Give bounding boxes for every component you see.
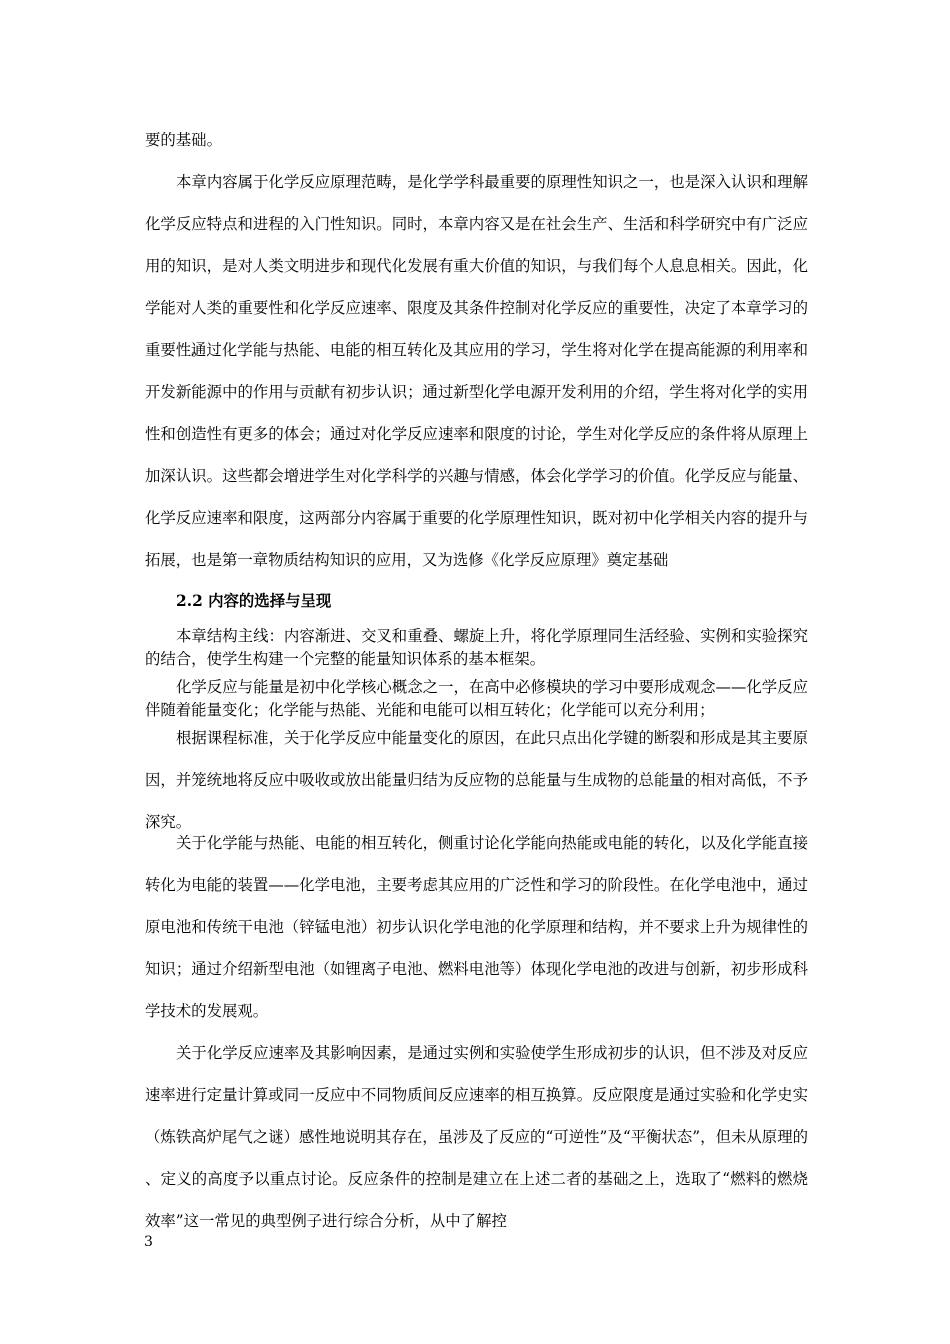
paragraph-continuation: 要的基础。 bbox=[145, 131, 222, 149]
paragraph-learning-outcomes: 通过化学能与热能、电能的相互转化及其应用的学习，学生将对化学在提高能源的利用率和开发新能源中的作用与贡献有初步认识；通过新型化学电源开发利用的介绍，学生将对化学的实用性和创造性有更多的体会；通过对化学反应速率和限度的讨论，学生对化学反应的条件将从原理上加深认识。这些都会增进学生对化学科学的兴趣与情感，体会化学学习的价值。化学反应与能量、化学反应速率和限度，这两部分内容属于重要的化学原理性知识，既对初中化学相关内容的提升与拓展，也是第一章物质结构知识的应用，又为选修《化学反应原理》奠定基础 bbox=[145, 341, 808, 569]
paragraph-chapter-importance: 本章内容属于化学反应原理范畴，是化学学科最重要的原理性知识之一，也是深入认识和理解化学反应特点和进程的入门性知识。同时，本章内容又是在社会生产、生活和科学研究中有广泛应用的知识，是对人类文明进步和现代化发展有重大价值的知识，与我们每个人息息相关。因此，化学能对人类的重要性和化学反应速率、限度及其条件控制对化学反应的重要性，决定了本章学习的重要性。 bbox=[145, 173, 808, 359]
section-heading: 2.2 内容的选择与呈现 bbox=[176, 592, 332, 610]
paragraph-curriculum-standard: 根据课程标准，关于化学反应中能量变化的原因，在此只点出化学键的断裂和形成是其主要原因，并笼统地将反应中吸收或放出能量归结为反应物的总能量与生成物的总能量的相对高低，不予深究。 bbox=[145, 729, 808, 831]
paragraph-energy-conversion: 关于化学能与热能、电能的相互转化，侧重讨论化学能向热能或电能的转化，以及化学能直接转化为电能的装置——化学电池，主要考虑其应用的广泛性和学习的阶段性。在化学电池中，通过原电池和传统干电池（锌锰电池）初步认识化学电池的化学原理和结构，并不要求上升为规律性的知识；通过介绍新型电池（如锂离子电池、燃料电池等）体现化学电池的改进与创新，初步形成科学技术的发展观。 bbox=[145, 834, 808, 1020]
page-number: 3 bbox=[144, 1234, 153, 1250]
paragraph-structure-mainline: 本章结构主线：内容渐进、交叉和重叠、螺旋上升，将化学原理同生活经验、实例和实验探究的结合，使学生构建一个完整的能量知识体系的基本框架。 bbox=[145, 627, 808, 668]
paragraph-reaction-energy: 化学反应与能量是初中化学核心概念之一，在高中必修模块的学习中要形成观念——化学反应伴随着能量变化；化学能与热能、光能和电能可以相互转化；化学能可以充分利用； bbox=[145, 678, 808, 719]
paragraph-reaction-rate: 关于化学反应速率及其影响因素，是通过实例和实验使学生形成初步的认识，但不涉及对反应速率进行定量计算或同一反应中不同物质间反应速率的相互换算。反应限度是通过实验和化学史实（炼铁高炉尾气之谜）感性地说明其存在，虽涉及了反应的“可逆性”及“平衡状态”，但未从原理的、定义的高度予以重点讨论。反应条件的控制是建立在上述二者的基础之上，选取了“燃料的燃烧效率”这一常见的典型例子进行综合分析，从中了解控 bbox=[145, 1044, 808, 1230]
